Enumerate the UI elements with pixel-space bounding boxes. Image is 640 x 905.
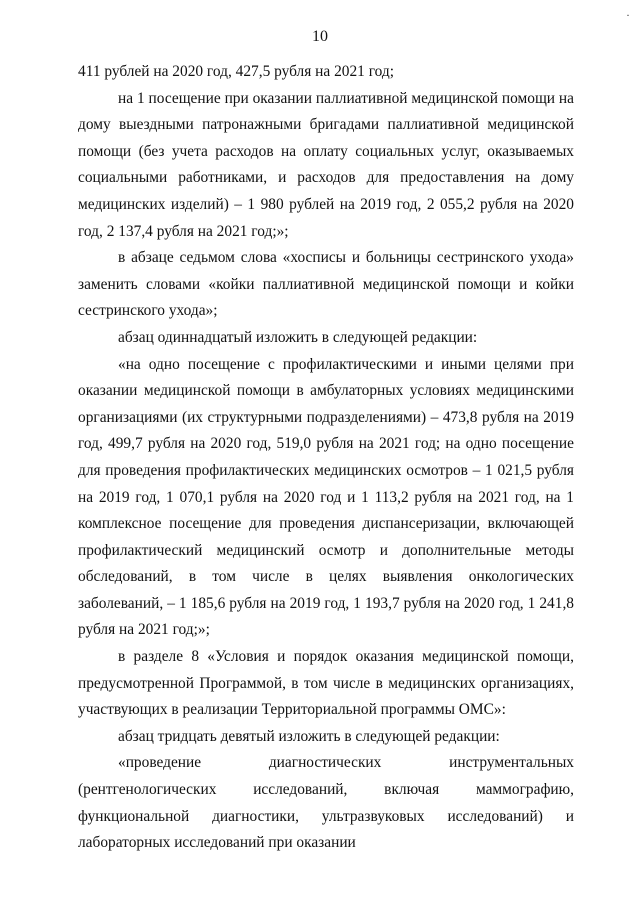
paragraph-continuation: 411 рублей на 2020 год, 427,5 рубля на 2021 год; bbox=[78, 63, 394, 80]
paragraph-39th-clause-intro: абзац тридцать девятый изложить в следующей редакции: bbox=[118, 727, 500, 745]
document-body bbox=[78, 59, 574, 857]
corner-mark: · bbox=[626, 8, 630, 22]
paragraph-section-8: в разделе 8 «Условия и порядок оказания медицинской помощи, предусмотренной Программой, в том числе в медицинских организациях, участвующих в реализации Территориальной программы ОМС»: bbox=[78, 648, 574, 719]
page-number: 10 bbox=[312, 28, 328, 45]
paragraph-eleventh-clause-intro: абзац одиннадцатый изложить в следующей редакции: bbox=[118, 328, 478, 346]
paragraph-seventh-clause: в абзаце седьмом слова «хосписы и больницы сестринского ухода» заменить словами «койки паллиативной медицинской помощи и койки сестринского ухода»; bbox=[78, 249, 574, 320]
paragraph-palliative-visit: на 1 посещение при оказании паллиативной медицинской помощи на дому выездными патронажными бригадами паллиативной медицинской помощи (без учета расходов на оплату социальных услуг, оказываемых социальными работниками, и расходов для предоставления на дому медицинских изделий) – 1 980 рублей на 2019 год, 2 055,2 рубля на 2020 год, 2 137,4 рубля на 2021 год;»; bbox=[78, 89, 574, 240]
paragraph-39th-clause-text: «проведение диагностических инструментальных (рентгенологических исследований, включая маммографию, функциональной диагностики, ультразвуковых исследований) и лабораторных исследований при оказании bbox=[78, 754, 574, 852]
paragraph-eleventh-clause-text: «на одно посещение с профилактическими и иными целями при оказании медицинской помощи в амбулаторных условиях медицинскими организациями (их структурными подразделениями) – 473,8 рубля на 2019 год, 499,7 рубля на 2020 год, 519,0 рубля на 2021 год; на одно посещение для проведения профилактических медицинских осмотров – 1 021,5 рубля на 2019 год, 1 070,1 рубля на 2020 год и 1 113,2 рубля на 2021 год, на 1 комплексное посещение для проведения диспансеризации, включающей профилактический медицинский осмотр и дополнительные методы обследований, в том числе в целях выявления онкологических заболеваний, – 1 185,6 рубля на 2019 год, 1 193,7 рубля на 2020 год, 1 241,8 рубля на 2021 год;»; bbox=[78, 355, 574, 639]
